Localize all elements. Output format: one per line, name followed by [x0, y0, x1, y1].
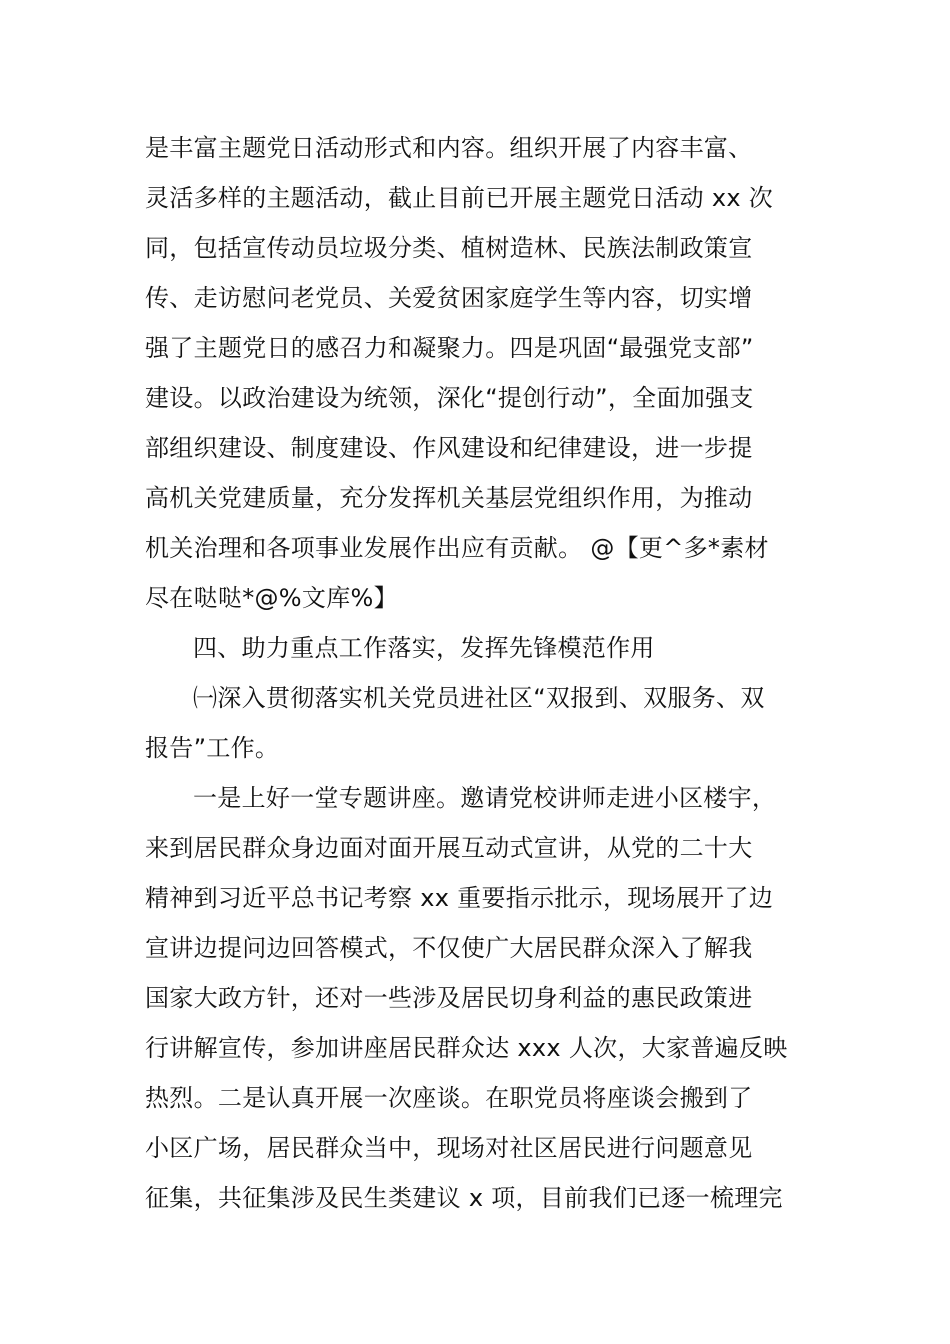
text-line: 国家大政方针，还对一些涉及居民切身利益的惠民政策进 [145, 984, 753, 1012]
paragraph-start: 一是上好一堂专题讲座。邀请党校讲师走进小区楼宇， [193, 784, 777, 812]
text-line: 行讲解宣传，参加讲座居民群众达 xxx 人次，大家普遍反映 [145, 1034, 788, 1062]
text-line: 征集，共征集涉及民生类建议 x 项，目前我们已逐一梳理完 [145, 1184, 783, 1212]
text-line: 尽在哒哒*@%文库%】 [145, 584, 398, 612]
text-line: 同，包括宣传动员垃圾分类、植树造林、民族法制政策宣 [145, 234, 753, 262]
text-line: 是丰富主题党日活动形式和内容。组织开展了内容丰富、 [145, 134, 753, 162]
text-line: 小区广场，居民群众当中，现场对社区居民进行问题意见 [145, 1134, 753, 1162]
text-line: 热烈。二是认真开展一次座谈。在职党员将座谈会搬到了 [145, 1084, 753, 1112]
text-line: 建设。以政治建设为统领，深化“提创行动”，全面加强支 [145, 384, 754, 412]
text-line: 来到居民群众身边面对面开展互动式宣讲，从党的二十大 [145, 834, 753, 862]
text-line: 灵活多样的主题活动，截止目前已开展主题党日活动 xx 次 [145, 184, 774, 212]
section-heading: 四、助力重点工作落实，发挥先锋模范作用 [193, 634, 655, 662]
text-line: 传、走访慰问老党员、关爱贫困家庭学生等内容，切实增 [145, 284, 753, 312]
text-line: 高机关党建质量，充分发挥机关基层党组织作用，为推动 [145, 484, 753, 512]
text-line: 精神到习近平总书记考察 xx 重要指示批示，现场展开了边 [145, 884, 774, 912]
text-line: 机关治理和各项事业发展作出应有贡献。 @【更^多*素材 [145, 534, 769, 562]
subsection-heading: ㈠深入贯彻落实机关党员进社区“双报到、双服务、双 [193, 684, 765, 712]
text-line: 部组织建设、制度建设、作风建设和纪律建设，进一步提 [145, 434, 753, 462]
text-line: 宣讲边提问边回答模式，不仅使广大居民群众深入了解我 [145, 934, 753, 962]
text-line: 强了主题党日的感召力和凝聚力。四是巩固“最强党支部” [145, 334, 754, 362]
subsection-heading-cont: 报告”工作。 [145, 734, 280, 762]
